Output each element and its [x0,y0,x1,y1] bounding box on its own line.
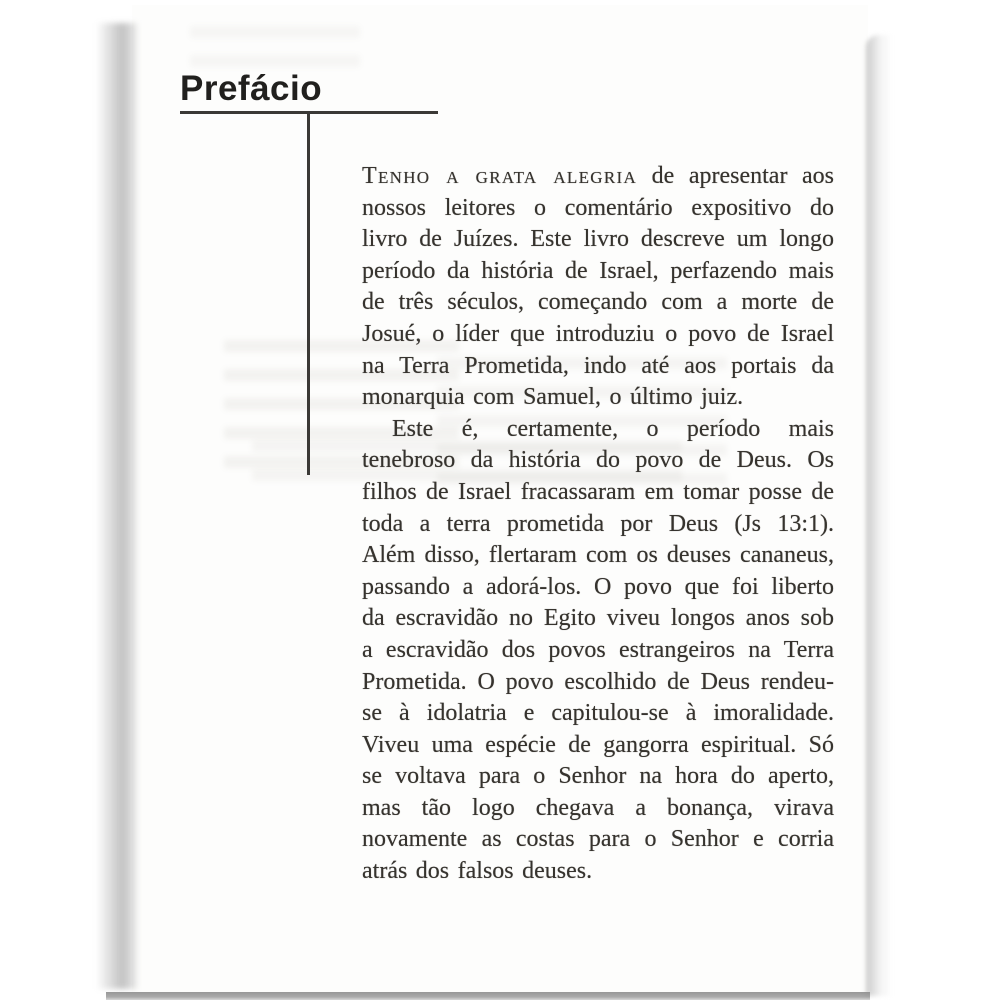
paragraph-1 [362,161,834,414]
body-text-column [362,161,834,888]
page-title: Prefácio [180,69,323,108]
page-bottom-edge-shadow [106,992,870,1000]
paragraph-2: Este é, certamente, o período mais tenebroso da história do povo de Deus. Os filhos de Israel fracassaram em tomar posse de toda a terra prometida por Deus (Js 13:1). Além disso, flertaram com os deuses cananeus, passando a adorá-los. O povo que foi liberto da escravidão no Egito viveu longos anos sob a escravidão dos povos estrangeiros na Terra Prometida. O povo escolhido de Deus rendeu-se à idolatria e capitulou-se à imoralidade. Viveu uma espécie de gangorra espiritual. Só se voltava para o Senhor na hora do aperto, mas tão logo chegava a bonança, virava novamente as costas para o Senhor e corria atrás dos falsos deuses. [362,415,834,885]
paragraph-1-rest: de apresentar aos nossos leitores o comentário expositivo do livro de Juízes. Este livro descreve um longo período da história de Israel, perfazendo mais de três séculos, começando com a morte de Josué, o líder que introduziu o povo de Israel na Terra Prometida, indo até aos portais da monarquia com Samuel, o último juiz. [362,163,835,411]
paragraph-1-smallcaps-lead: Tenho a grata alegria [362,163,638,189]
book-page [132,5,868,992]
page-left-gutter-shadow [96,23,138,989]
title-rule-vertical [307,113,310,475]
page-right-edge-shadow [866,35,892,996]
